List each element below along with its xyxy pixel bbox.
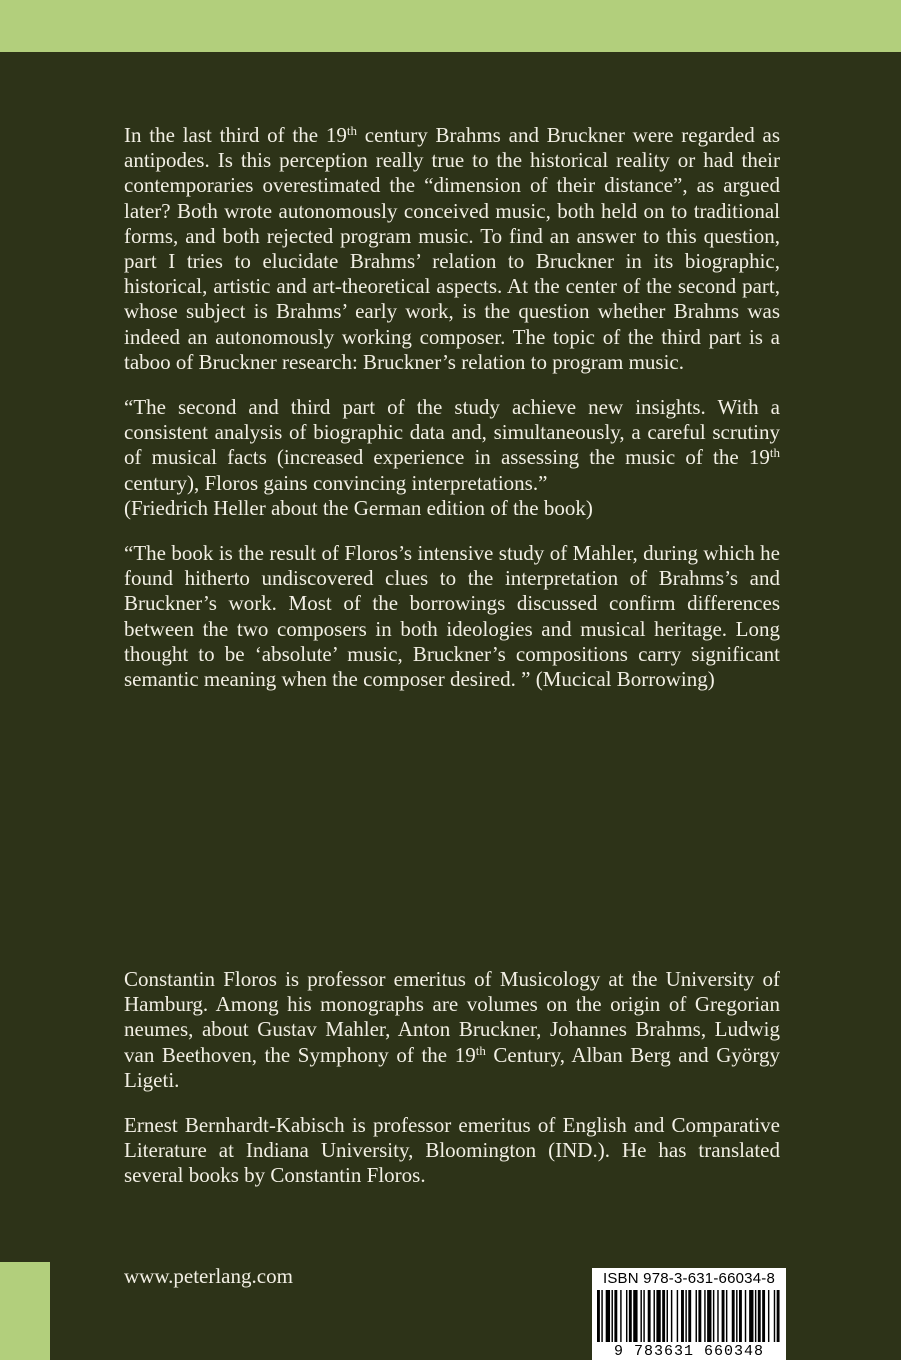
review-quote-heller: “The second and third part of the study achieve new insights. With a consistent analysis of biographic data and, simultaneously, a careful scrutiny of musical facts (increased experience in assessing the music of the 19th century), Floros gains convincing interpretations.” (Friedrich Heller about the German edition of the book) — [124, 395, 780, 520]
barcode-bar — [685, 1290, 686, 1342]
barcode-bar — [707, 1290, 711, 1342]
review-quote-musical-borrowing: “The book is the result of Floros’s intensive study of Mahler, during which he found hitherto undiscovered clues to the interpretation of Brahms’s and Bruckner’s work. Most of the borrowings discussed confirm differences between the two composers in both ideologies and musical heritage. Long thought to be ‘absolute’ music, Bruckner’s compositions carry significant semantic meaning when the composer desired. ” (Mucical Borrowing) — [124, 541, 780, 692]
barcode-bar — [717, 1290, 718, 1342]
barcode-bar — [726, 1290, 727, 1342]
barcode-bar — [643, 1290, 644, 1342]
barcode-bar — [677, 1290, 678, 1342]
barcode-bar — [626, 1290, 627, 1342]
isbn-barcode — [592, 1268, 786, 1360]
ean-digits: 9 783631 660348 — [592, 1343, 786, 1360]
barcode-bar — [777, 1290, 780, 1342]
barcode-bar — [656, 1290, 660, 1342]
barcode-bar — [736, 1290, 737, 1342]
barcode-bar — [671, 1290, 672, 1342]
barcode-bar — [722, 1290, 725, 1342]
barcode-bars — [597, 1290, 781, 1342]
translator-bio: Ernest Bernhardt-Kabisch is professor emeritus of English and Comparative Literature at Indiana University, Bloomington (IND.). He has translated several books by Constantin Floros. — [124, 1113, 780, 1188]
barcode-bar — [732, 1290, 735, 1342]
barcode-bar — [633, 1290, 637, 1342]
review-source-heller: (Friedrich Heller about the German edition of the book) — [124, 495, 593, 520]
barcode-bar — [745, 1290, 746, 1342]
barcode-bar — [768, 1290, 769, 1342]
barcode-bar — [640, 1290, 641, 1342]
barcode-bar — [698, 1290, 701, 1342]
top-accent-band — [0, 0, 901, 52]
barcode-bar — [654, 1290, 655, 1342]
barcode-bar — [597, 1290, 600, 1342]
barcode-bar — [606, 1290, 610, 1342]
barcode-bar — [662, 1290, 665, 1342]
barcode-bar — [704, 1290, 705, 1342]
barcode-bar — [696, 1290, 697, 1342]
barcode-bar — [614, 1290, 617, 1342]
barcode-bar — [611, 1290, 612, 1342]
author-bios — [124, 967, 780, 1209]
barcode-bar — [629, 1290, 632, 1342]
barcode-bar — [774, 1290, 775, 1342]
barcode-bar — [749, 1290, 753, 1342]
barcode-bar — [648, 1290, 651, 1342]
barcode-bar — [762, 1290, 765, 1342]
publisher-website: www.peterlang.com — [124, 1264, 293, 1288]
bottom-left-accent-band — [0, 1262, 50, 1360]
isbn-number: ISBN 978-3-631-66034-8 — [602, 1270, 775, 1287]
barcode-bar — [667, 1290, 668, 1342]
barcode-bar — [758, 1290, 761, 1342]
barcode-bar — [681, 1290, 684, 1342]
barcode-bar — [620, 1290, 621, 1342]
barcode-bar — [713, 1290, 714, 1342]
author-bio-floros: Constantin Floros is professor emeritus of Musicology at the University of Hamburg. Among his monographs are volumes on the origin of Gregorian neumes, about Gustav Mahler, Anton Bruckner, Johannes Brahms, Ludwig van Beethoven, the Symphony of the 19th Century, Alban Berg and György Ligeti. — [124, 967, 780, 1092]
barcode-bar — [755, 1290, 756, 1342]
barcode-bar — [688, 1290, 691, 1342]
barcode-bar — [739, 1290, 742, 1342]
back-cover-blurb — [124, 123, 780, 712]
blurb-paragraph-1: In the last third of the 19th century Brahms and Bruckner were regarded as antipodes. Is this perception really true to the historical reality or had their contemporaries overestimated the “dimension of their distance”, as argued later? Both wrote autonomously conceived music, both held on to traditional forms, and both rejected program music. To find an answer to this question, part I tries to elucidate Brahms’ relation to Bruckner in its biographic, historical, artistic and art-theoretical aspects. At the center of the second part, whose subject is Brahms’ early work, is the question whether Brahms was indeed an autonomously working composer. The topic of the third part is a taboo of Bruckner research: Bruckner’s relation to program music. — [124, 123, 780, 374]
barcode-bar — [601, 1290, 602, 1342]
